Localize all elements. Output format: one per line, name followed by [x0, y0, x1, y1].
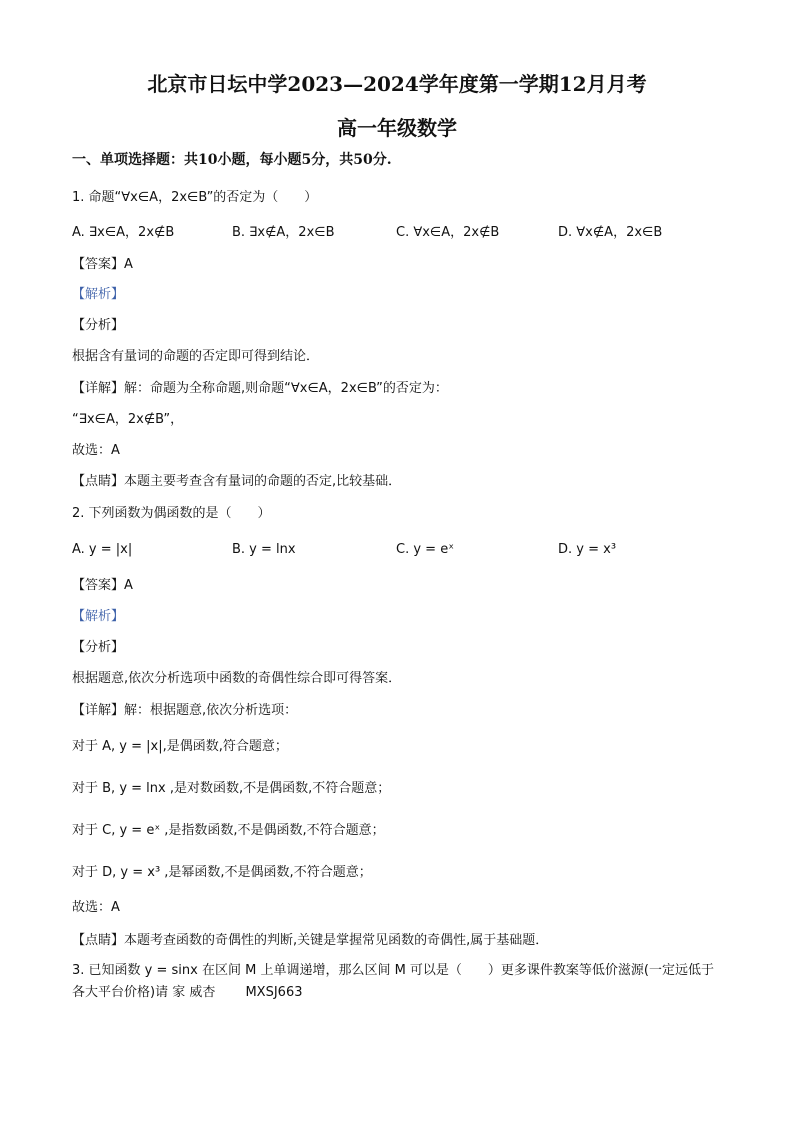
q2-option-b: B. y = lnx	[232, 542, 296, 557]
q2-detail: 【详解】解：根据题意,依次分析选项：	[72, 703, 298, 718]
exam-title: 北京市日坛中学2023—2024学年度第一学期12月月考	[147, 72, 647, 96]
q2-analysis-line: 对于 B, y = lnx ,是对数函数,不是偶函数,不符合题意；	[72, 781, 391, 796]
q2-option-a: A. y = |x|	[72, 542, 133, 557]
q1-jiexi-tag: 【解析】	[72, 287, 125, 302]
q1-answer: 【答案】A	[72, 257, 133, 272]
q1-choice: 故选：A	[72, 443, 120, 458]
q2-jiexi-tag: 【解析】	[72, 609, 125, 624]
q2-analysis-line: 对于 A, y = |x|,是偶函数,符合题意；	[72, 739, 288, 754]
q2-stem: 2. 下列函数为偶函数的是（ ）	[72, 506, 271, 521]
q2-dianjing: 【点睛】本题考查函数的奇偶性的判断,关键是掌握常见函数的奇偶性,属于基础题．	[72, 933, 549, 948]
q1-fenxi-text: 根据含有量词的命题的否定即可得到结论．	[72, 349, 320, 364]
q1-detail-2: “∃x∈A，2x∉B”，	[72, 412, 184, 427]
q2-answer: 【答案】A	[72, 578, 133, 593]
q1-stem: 1. 命题“∀x∈A，2x∈B”的否定为（ ）	[72, 190, 318, 205]
q1-dianjing: 【点睛】本题主要考查含有量词的命题的否定,比较基础．	[72, 474, 402, 489]
q2-option-c: C. y = eˣ	[396, 542, 454, 557]
q2-fenxi-text: 根据题意,依次分析选项中函数的奇偶性综合即可得答案．	[72, 671, 402, 686]
q3-stem: 3. 已知函数 y = sinx 在区间 M 上单调递增，那么区间 M 可以是（ ）更多课件教案等低价滋源(一定远低于各大平台价格)请 家 威杏 MXSJ663	[72, 963, 715, 1000]
section-heading: 一、单项选择题：共10小题，每小题5分，共50分.	[72, 152, 392, 168]
q1-option-b: B. ∃x∉A，2x∈B	[232, 225, 335, 240]
q2-fenxi-tag: 【分析】	[72, 640, 125, 655]
exam-subtitle: 高一年级数学	[337, 116, 457, 140]
q1-option-a: A. ∃x∈A，2x∉B	[72, 225, 175, 240]
q2-choice: 故选：A	[72, 900, 120, 915]
q1-option-d: D. ∀x∉A，2x∈B	[558, 225, 663, 240]
q1-detail: 【详解】解：命题为全称命题,则命题“∀x∈A，2x∈B”的否定为：	[72, 381, 448, 396]
q2-analysis-line: 对于 C, y = eˣ ,是指数函数,不是偶函数,不符合题意；	[72, 823, 385, 838]
q2-analysis-line: 对于 D, y = x³ ,是幂函数,不是偶函数,不符合题意；	[72, 865, 372, 880]
q1-option-c: C. ∀x∈A，2x∉B	[396, 225, 500, 240]
q2-option-d: D. y = x³	[558, 542, 617, 557]
q1-fenxi-tag: 【分析】	[72, 318, 125, 333]
